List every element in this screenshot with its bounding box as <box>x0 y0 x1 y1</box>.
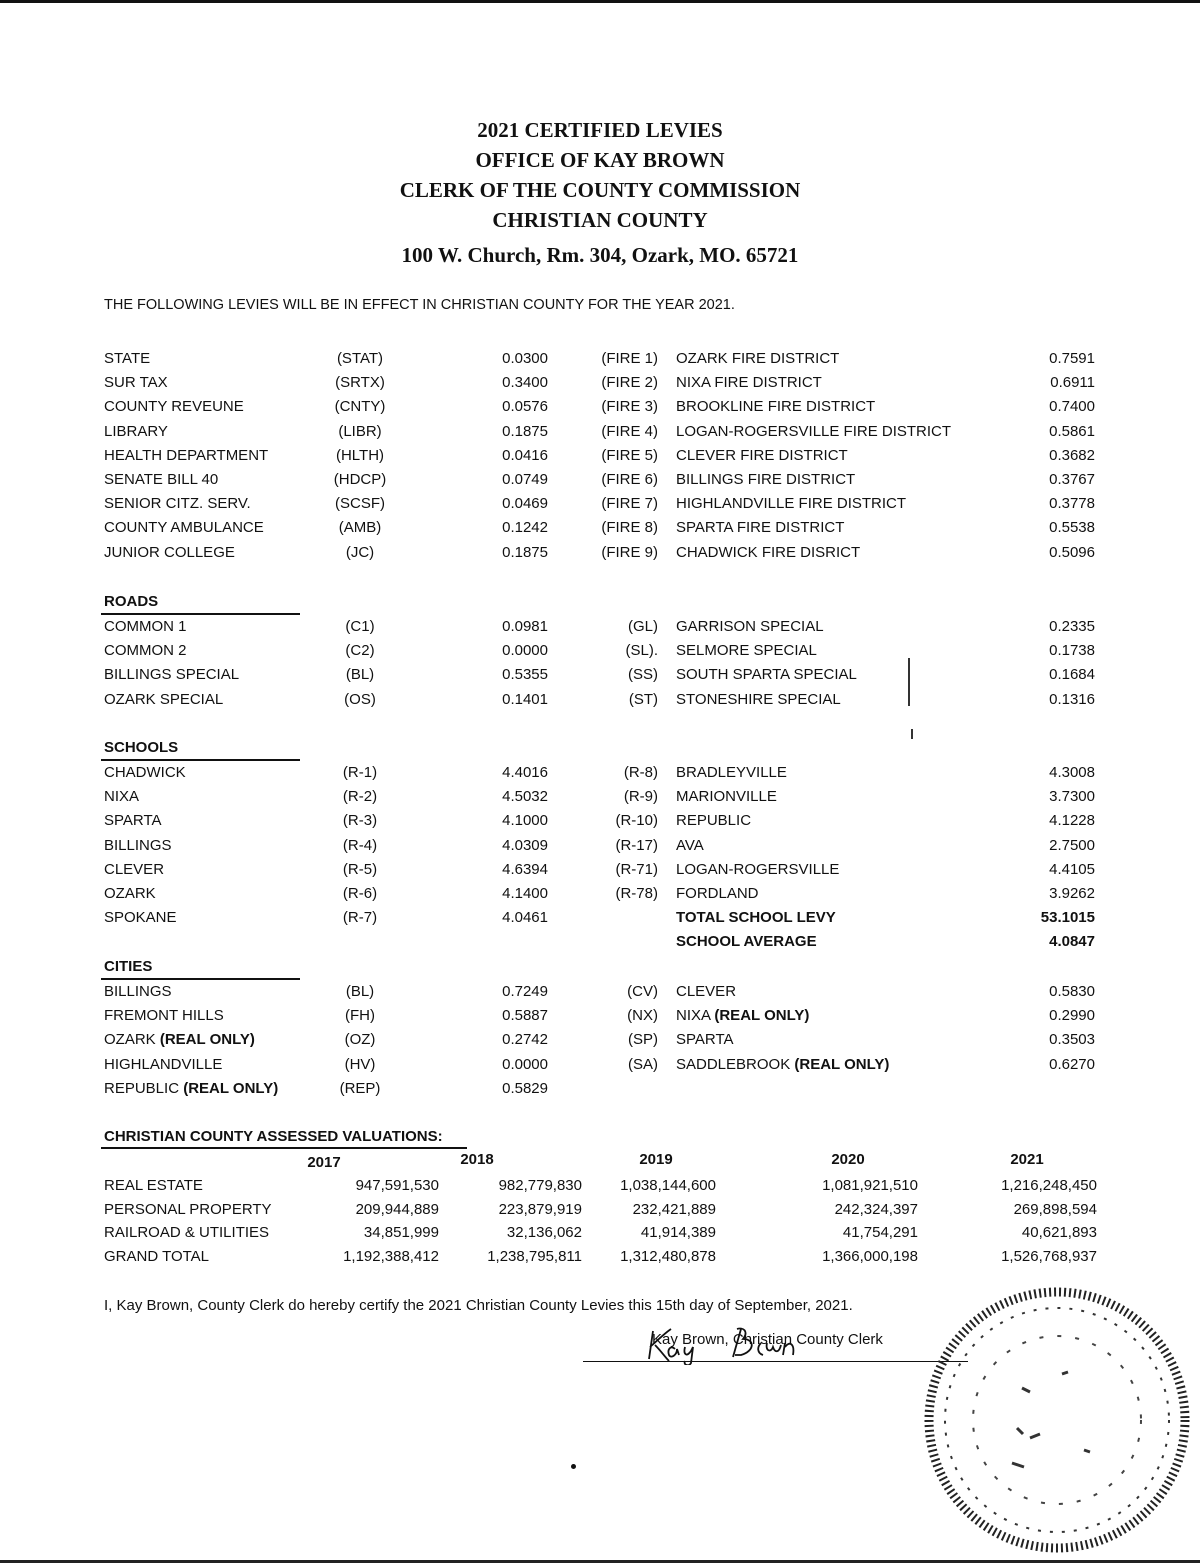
city-row-name <box>104 1031 255 1049</box>
fire-district-row-code: (FIRE 3) <box>601 398 658 415</box>
school-row-value: 3.7300 <box>1049 788 1095 805</box>
city-row-value: 0.2742 <box>502 1031 548 1048</box>
road-row-name: BILLINGS SPECIAL <box>104 666 240 683</box>
school-row-name: BILLINGS <box>104 837 172 854</box>
city-row-name-text: SADDLEBROOK <box>676 1056 795 1073</box>
road-special-row-name: STONESHIRE SPECIAL <box>676 691 841 708</box>
valuation-cell: 1,366,000,198 <box>822 1248 918 1265</box>
valuation-year-header: 2018 <box>460 1151 494 1168</box>
city-row-code: (OZ) <box>344 1031 376 1048</box>
city-row-code: (SA) <box>628 1056 658 1073</box>
city-row-name: SPARTA <box>676 1031 734 1048</box>
fire-district-row-value: 0.7591 <box>1049 350 1095 367</box>
road-row-name: COMMON 2 <box>104 642 187 659</box>
levy-row-value: 0.0469 <box>502 495 548 512</box>
levy-row-name: SUR TAX <box>104 374 168 391</box>
levy-row-name: COUNTY AMBULANCE <box>104 519 264 536</box>
road-row-name: COMMON 1 <box>104 618 187 635</box>
road-row-code: (C2) <box>345 642 375 659</box>
valuation-cell: 1,526,768,937 <box>1001 1248 1097 1265</box>
schools-heading: SCHOOLS <box>104 739 179 756</box>
valuation-cell: 209,944,889 <box>355 1201 439 1218</box>
city-row-name: HIGHLANDVILLE <box>104 1056 223 1073</box>
school-row-name: MARIONVILLE <box>676 788 777 805</box>
school-row-code: (R-1) <box>342 764 378 781</box>
valuation-cell: 40,621,893 <box>1021 1224 1097 1241</box>
school-row-value: 3.9262 <box>1049 885 1095 902</box>
fire-district-row-value: 0.7400 <box>1049 398 1095 415</box>
city-row-name-suffix: (REAL ONLY) <box>159 1031 255 1048</box>
levy-row-code: (SRTX) <box>335 374 385 391</box>
valuation-year-header: 2019 <box>639 1151 673 1168</box>
fire-district-row-value: 0.3778 <box>1049 495 1095 512</box>
school-row-value: 4.1228 <box>1049 812 1095 829</box>
levy-row-code: (AMB) <box>338 519 382 536</box>
fire-district-row-code: (FIRE 4) <box>601 423 658 440</box>
valuation-cell: 1,192,388,412 <box>343 1248 439 1265</box>
city-row-name-suffix: (REAL ONLY) <box>714 1007 810 1024</box>
fire-district-row-name: OZARK FIRE DISTRICT <box>676 350 840 367</box>
levy-row-code: (CNTY) <box>334 398 386 415</box>
fire-district-row-code: (FIRE 8) <box>601 519 658 536</box>
school-row-name: CHADWICK <box>104 764 186 781</box>
school-row-value: 4.3008 <box>1049 764 1095 781</box>
city-row-value: 0.5887 <box>502 1007 548 1024</box>
road-special-row-code: (ST) <box>628 691 658 708</box>
fire-district-row-name: NIXA FIRE DISTRICT <box>676 374 822 391</box>
valuation-year-header: 2020 <box>831 1151 865 1168</box>
fire-district-row-code: (FIRE 6) <box>601 471 658 488</box>
fire-district-row-code: (FIRE 1) <box>601 350 658 367</box>
cities-heading-rule <box>101 978 300 980</box>
school-row-name: CLEVER <box>104 861 165 878</box>
valuation-cell: 41,754,291 <box>842 1224 918 1241</box>
school-row-name: NIXA <box>104 788 140 805</box>
school-row-name: OZARK <box>104 885 156 902</box>
school-row-value: 4.6394 <box>502 861 548 878</box>
city-row-value: 0.5829 <box>502 1080 548 1097</box>
levy-row-name: SENIOR CITZ. SERV. <box>104 495 251 512</box>
valuation-cell: 947,591,530 <box>355 1177 439 1194</box>
levy-row-code: (LIBR) <box>338 423 382 440</box>
road-row-code: (BL) <box>345 666 375 683</box>
valuation-cell: 1,216,248,450 <box>1001 1177 1097 1194</box>
valuations-heading: CHRISTIAN COUNTY ASSESSED VALUATIONS: <box>104 1128 443 1145</box>
school-row-code: (R-9) <box>623 788 658 805</box>
county-clerk-seal <box>912 1278 1200 1568</box>
city-row-name <box>676 1056 889 1074</box>
schools-heading-rule <box>101 759 300 761</box>
city-row-name-suffix: (REAL ONLY) <box>183 1080 279 1097</box>
valuation-cell: 41,914,389 <box>640 1224 716 1241</box>
bottom-border <box>0 1560 1200 1563</box>
road-special-row-code: (SL). <box>625 642 658 659</box>
city-row-name: CLEVER <box>676 983 737 1000</box>
fire-district-row-name: BILLINGS FIRE DISTRICT <box>676 471 856 488</box>
fire-district-row-code: (FIRE 9) <box>601 544 658 561</box>
school-row-value: 4.0461 <box>502 909 548 926</box>
valuation-cell: 242,324,397 <box>834 1201 918 1218</box>
levy-row-value: 0.1875 <box>502 544 548 561</box>
signature-line <box>583 1361 968 1362</box>
school-row-name: SPOKANE <box>104 909 177 926</box>
school-row-value: 4.1400 <box>502 885 548 902</box>
valuations-heading-rule <box>101 1147 467 1149</box>
header-title: 2021 CERTIFIED LEVIES <box>477 118 723 142</box>
levy-row-code: (HLTH) <box>335 447 385 464</box>
road-special-row-name: SELMORE SPECIAL <box>676 642 817 659</box>
road-special-row-value: 0.1738 <box>1049 642 1095 659</box>
school-row-name: REPUBLIC <box>676 812 752 829</box>
levy-row-code: (JC) <box>345 544 375 561</box>
valuation-cell: 223,879,919 <box>498 1201 582 1218</box>
header-county: CHRISTIAN COUNTY <box>492 208 708 232</box>
city-row-value: 0.7249 <box>502 983 548 1000</box>
road-special-row-value: 0.2335 <box>1049 618 1095 635</box>
valuation-cell: 232,421,889 <box>632 1201 716 1218</box>
city-row-value: 0.5830 <box>1049 983 1095 1000</box>
fire-district-row-name: CHADWICK FIRE DISRICT <box>676 544 861 561</box>
city-row-name-text: OZARK <box>104 1031 160 1048</box>
fire-district-row-name: BROOKLINE FIRE DISTRICT <box>676 398 876 415</box>
school-row-value: 4.0309 <box>502 837 548 854</box>
school-row-value: 53.1015 <box>1040 909 1095 926</box>
levy-row-value: 0.1875 <box>502 423 548 440</box>
city-row-code: (SP) <box>628 1031 658 1048</box>
school-row-name: AVA <box>676 837 704 854</box>
school-row-code: (R-6) <box>342 885 378 902</box>
valuation-year-header: 2017 <box>307 1154 341 1171</box>
city-row-name-suffix: (REAL ONLY) <box>794 1056 890 1073</box>
school-row-code: (R-7) <box>342 909 378 926</box>
levy-row-value: 0.0300 <box>502 350 548 367</box>
fire-district-row-name: HIGHLANDVILLE FIRE DISTRICT <box>676 495 907 512</box>
valuation-row-label: PERSONAL PROPERTY <box>104 1201 272 1218</box>
school-row-name: SPARTA <box>104 812 162 829</box>
road-row-value: 0.0000 <box>502 642 548 659</box>
levy-row-value: 0.3400 <box>502 374 548 391</box>
valuation-cell: 34,851,999 <box>363 1224 439 1241</box>
fire-district-row-name: SPARTA FIRE DISTRICT <box>676 519 845 536</box>
fire-district-row-value: 0.3767 <box>1049 471 1095 488</box>
header-commission: CLERK OF THE COUNTY COMMISSION <box>399 178 801 202</box>
levy-row-name: LIBRARY <box>104 423 168 440</box>
road-row-code: (C1) <box>345 618 375 635</box>
valuation-cell: 1,238,795,811 <box>487 1248 582 1265</box>
city-row-name <box>104 1080 278 1098</box>
valuation-cell: 269,898,594 <box>1013 1201 1097 1218</box>
intro-statement: THE FOLLOWING LEVIES WILL BE IN EFFECT IN CHRISTIAN COUNTY FOR THE YEAR 2021. <box>104 297 735 313</box>
cities-heading: CITIES <box>104 958 153 975</box>
city-row-value: 0.3503 <box>1049 1031 1095 1048</box>
levy-row-name: HEALTH DEPARTMENT <box>104 447 269 464</box>
fire-district-row-value: 0.5096 <box>1049 544 1095 561</box>
valuation-cell: 1,312,480,878 <box>620 1248 716 1265</box>
fire-district-row-name: LOGAN-ROGERSVILLE FIRE DISTRICT <box>676 423 952 440</box>
document-header <box>0 115 1200 269</box>
levy-row-name: STATE <box>104 350 151 367</box>
city-row-name-text: NIXA <box>676 1007 715 1024</box>
levy-row-value: 0.1242 <box>502 519 548 536</box>
levy-row-value: 0.0416 <box>502 447 548 464</box>
school-row-code: (R-10) <box>615 812 658 829</box>
valuation-cell: 1,081,921,510 <box>822 1177 918 1194</box>
valuation-row-label: GRAND TOTAL <box>104 1248 210 1265</box>
levy-row-value: 0.0749 <box>502 471 548 488</box>
header-office: OFFICE OF KAY BROWN <box>475 148 725 172</box>
valuation-cell: 32,136,062 <box>506 1224 582 1241</box>
school-row-name: FORDLAND <box>676 885 759 902</box>
city-row-code: (NX) <box>627 1007 658 1024</box>
fire-district-row-value: 0.5861 <box>1049 423 1095 440</box>
city-row-name: FREMONT HILLS <box>104 1007 224 1024</box>
valuation-row-label: RAILROAD & UTILITIES <box>104 1224 270 1241</box>
fire-district-row-value: 0.5538 <box>1049 519 1095 536</box>
valuation-cell: 1,038,144,600 <box>620 1177 716 1194</box>
stray-mark <box>571 1464 576 1469</box>
school-row-name: LOGAN-ROGERSVILLE <box>676 861 840 878</box>
road-special-row-name: SOUTH SPARTA SPECIAL <box>676 666 857 683</box>
signature-caption: Kay Brown, Christian County Clerk <box>652 1331 883 1348</box>
city-row-code: (BL) <box>345 983 375 1000</box>
road-row-value: 0.1401 <box>502 691 548 708</box>
scan-mark <box>908 658 910 706</box>
road-row-name: OZARK SPECIAL <box>104 691 224 708</box>
school-row-code: (R-8) <box>623 764 658 781</box>
road-special-row-value: 0.1684 <box>1049 666 1095 683</box>
school-row-value: 4.1000 <box>502 812 548 829</box>
valuation-year-header: 2021 <box>1010 1151 1044 1168</box>
certification-text: I, Kay Brown, County Clerk do hereby certify the 2021 Christian County Levies this 15th day of September, 2021. <box>104 1297 853 1314</box>
top-border <box>0 0 1200 3</box>
school-row-value: 4.4105 <box>1049 861 1095 878</box>
road-special-row-value: 0.1316 <box>1049 691 1095 708</box>
fire-district-row-name: CLEVER FIRE DISTRICT <box>676 447 848 464</box>
school-row-value: 2.7500 <box>1049 837 1095 854</box>
roads-heading: ROADS <box>104 593 159 610</box>
valuation-row-label: REAL ESTATE <box>104 1177 203 1194</box>
city-row-code: (REP) <box>339 1080 381 1097</box>
road-special-row-name: GARRISON SPECIAL <box>676 618 824 635</box>
city-row-value: 0.0000 <box>502 1056 548 1073</box>
road-special-row-code: (SS) <box>628 666 658 683</box>
road-row-code: (OS) <box>344 691 376 708</box>
school-row-code: (R-5) <box>342 861 378 878</box>
fire-district-row-value: 0.6911 <box>1050 374 1095 391</box>
road-row-value: 0.5355 <box>502 666 548 683</box>
road-row-value: 0.0981 <box>502 618 548 635</box>
levy-row-name: SENATE BILL 40 <box>104 471 219 488</box>
school-row-code: (R-3) <box>342 812 378 829</box>
city-row-name <box>676 1007 809 1025</box>
school-row-code: (R-4) <box>342 837 378 854</box>
fire-district-row-value: 0.3682 <box>1049 447 1095 464</box>
levy-row-code: (HDCP) <box>333 471 387 488</box>
school-row-value: 4.5032 <box>502 788 548 805</box>
school-row-name: BRADLEYVILLE <box>676 764 787 781</box>
school-row-name: SCHOOL AVERAGE <box>676 933 817 950</box>
levy-row-name: JUNIOR COLLEGE <box>104 544 235 561</box>
fire-district-row-code: (FIRE 7) <box>601 495 658 512</box>
school-row-code: (R-2) <box>342 788 378 805</box>
school-row-value: 4.0847 <box>1049 933 1095 950</box>
school-row-code: (R-71) <box>615 861 658 878</box>
school-row-value: 4.4016 <box>502 764 548 781</box>
city-row-code: (HV) <box>344 1056 376 1073</box>
city-row-code: (CV) <box>627 983 658 1000</box>
roads-heading-rule <box>101 613 300 615</box>
school-row-name: TOTAL SCHOOL LEVY <box>676 909 836 926</box>
levy-row-code: (STAT) <box>336 350 384 367</box>
fire-district-row-code: (FIRE 2) <box>601 374 658 391</box>
levy-row-value: 0.0576 <box>502 398 548 415</box>
city-row-value: 0.6270 <box>1049 1056 1095 1073</box>
city-row-code: (FH) <box>345 1007 375 1024</box>
road-special-row-code: (GL) <box>628 618 658 635</box>
school-row-code: (R-17) <box>615 837 658 854</box>
scan-mark <box>911 729 913 739</box>
levy-row-name: COUNTY REVEUNE <box>104 398 244 415</box>
city-row-value: 0.2990 <box>1049 1007 1095 1024</box>
valuation-cell: 982,779,830 <box>498 1177 582 1194</box>
fire-district-row-code: (FIRE 5) <box>601 447 658 464</box>
levy-row-code: (SCSF) <box>335 495 385 512</box>
city-row-name: BILLINGS <box>104 983 172 1000</box>
city-row-name-text: REPUBLIC <box>104 1080 184 1097</box>
school-row-code: (R-78) <box>615 885 658 902</box>
header-address: 100 W. Church, Rm. 304, Ozark, MO. 65721 <box>401 243 799 267</box>
